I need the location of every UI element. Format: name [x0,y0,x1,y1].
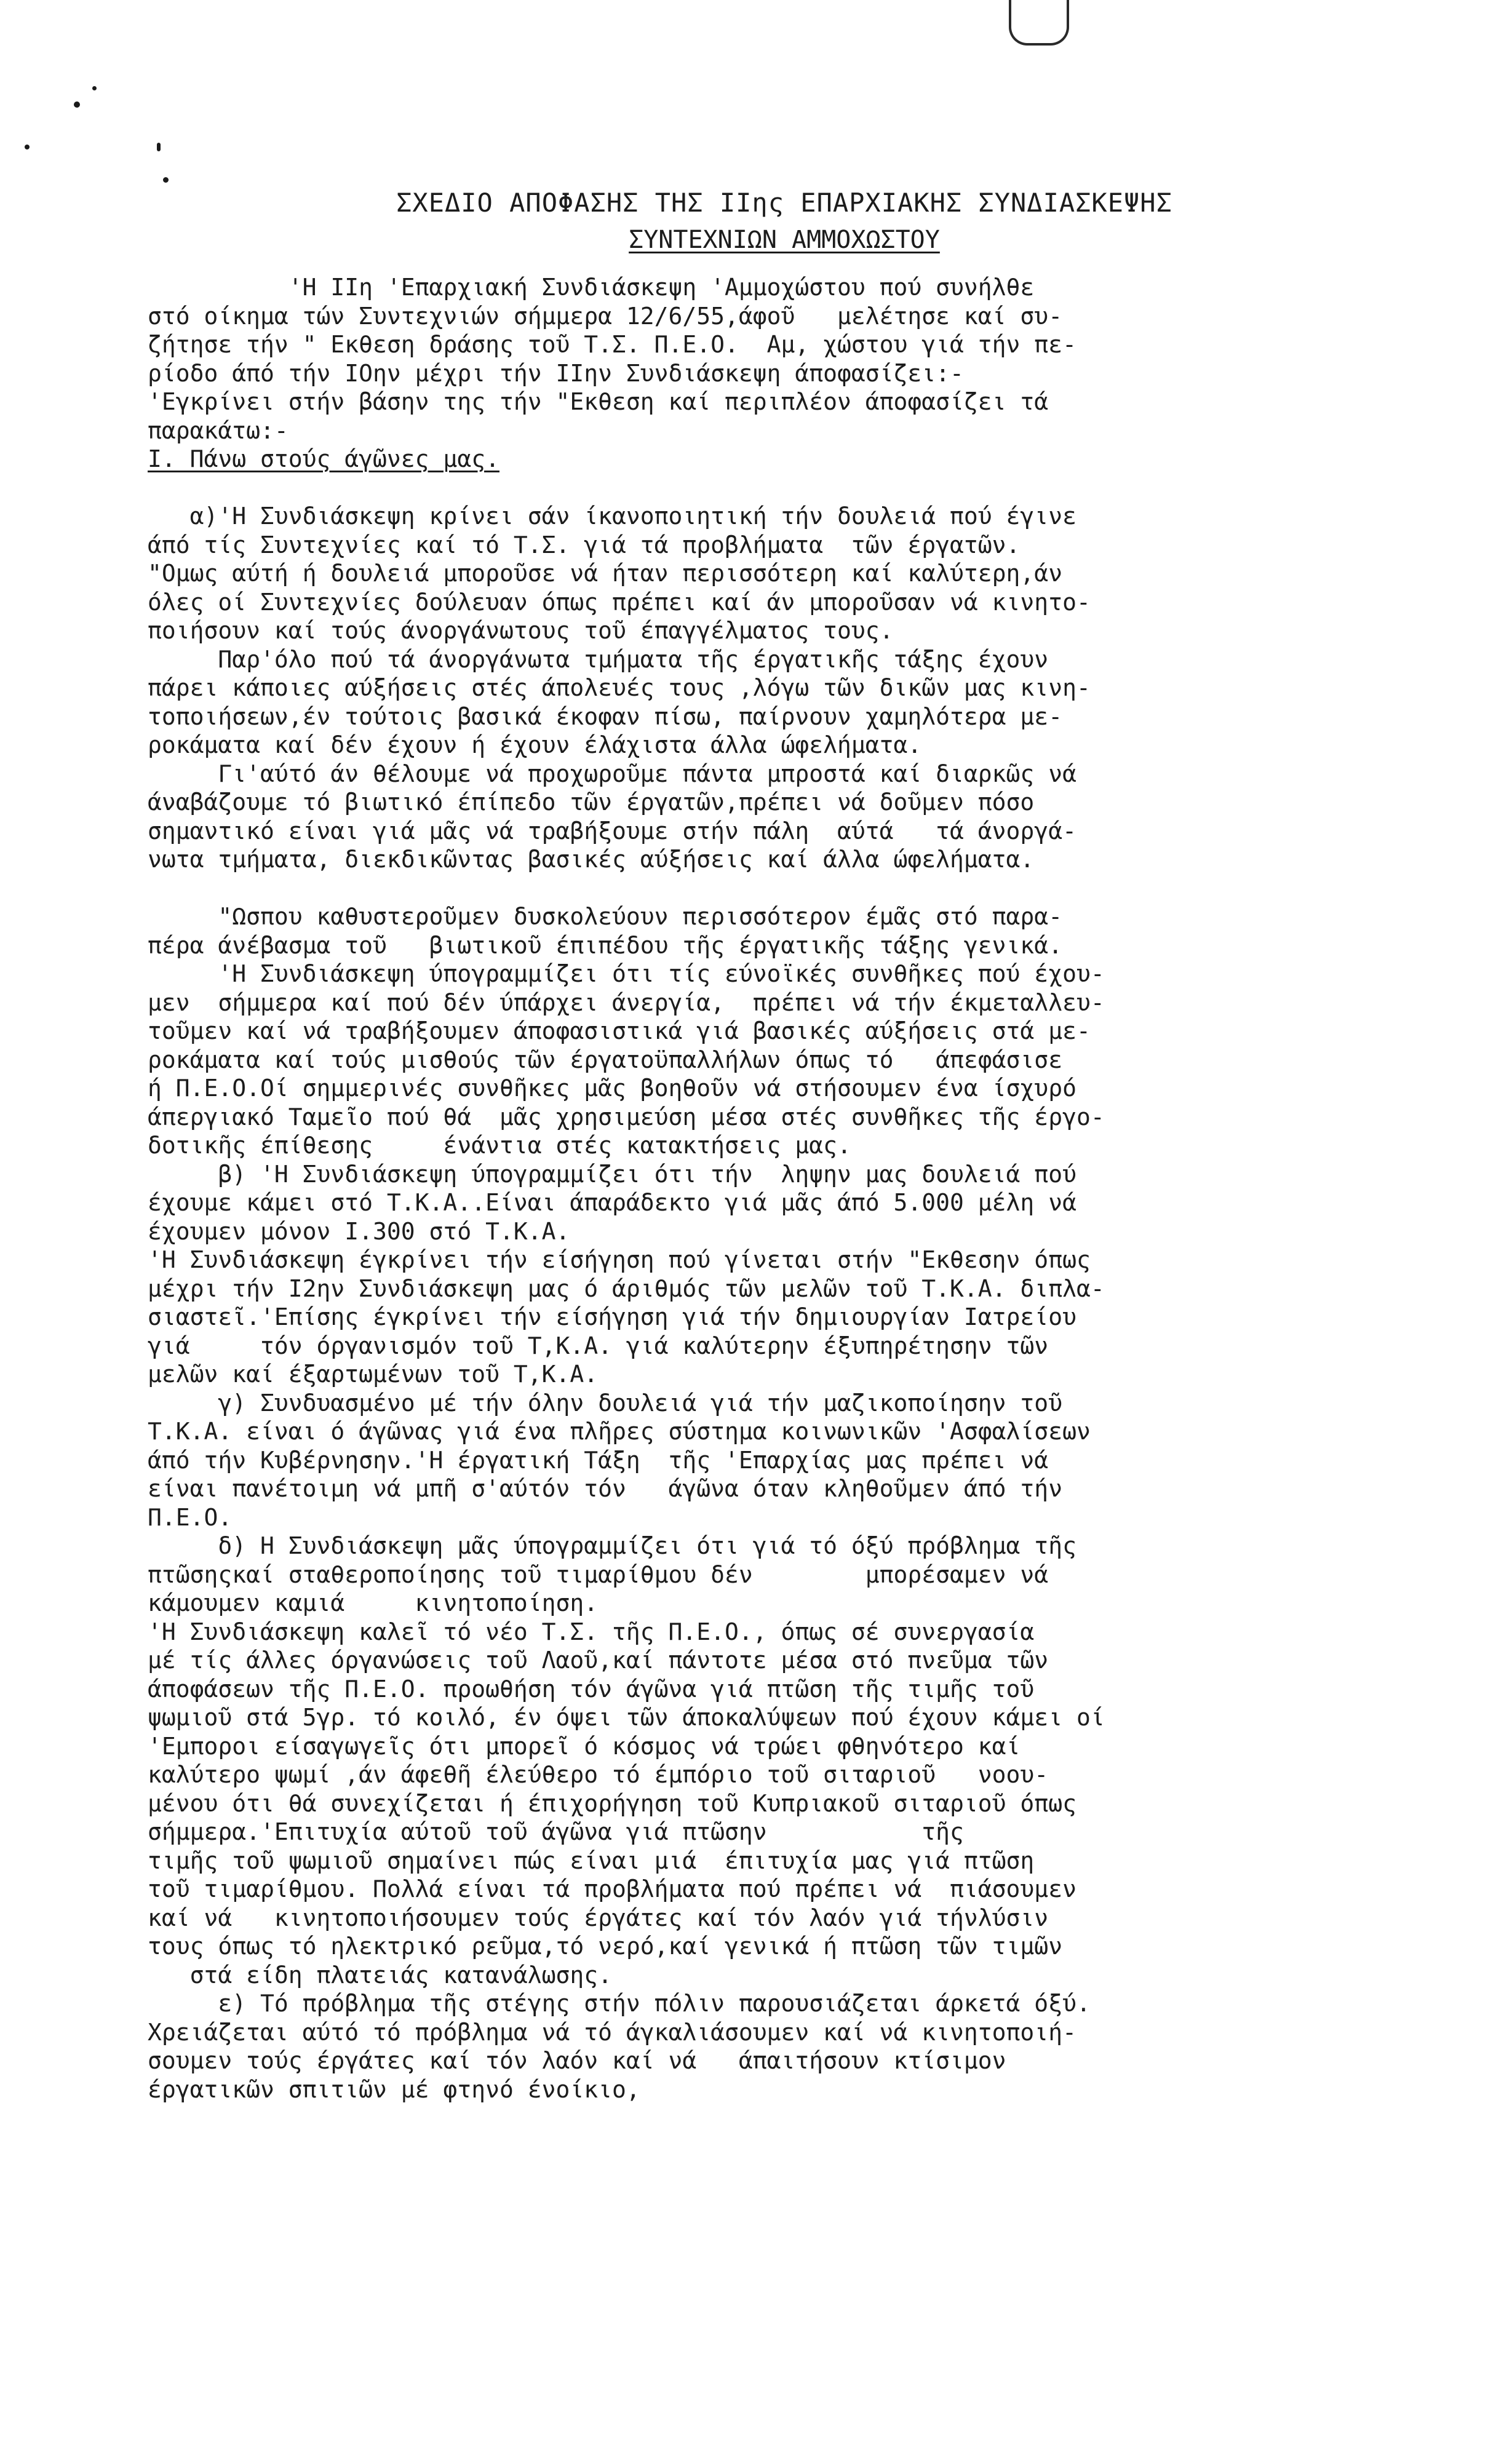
text-line: γ) Συνδυασμένο μέ τήν όλην δουλειά γιά τήν μαζικοποίησην τοῦ [148,1389,1063,1417]
text-line: άναβάζουμε τό βιωτικό έπίπεδο τῶν έργατῶν,πρέπει νά δοῦμεν πόσο [148,789,1035,816]
text-line: α)'Η Συνδιάσκεψη κρίνει σάν ίκανοποιητική τήν δουλειά πού έγινε [148,503,1076,530]
text-line: παρακάτω:- [148,416,288,444]
text-line: άπό τίς Συντεχνίες καί τό Τ.Σ. γιά τά προβλήματα τῶν έργατῶν. [148,531,1021,559]
text-line: πέρα άνέβασμα τοῦ βιωτικοῦ έπιπέδου τῆς έργατικῆς τάξης γενικά. [148,931,1063,959]
text-line: είναι πανέτοιμη νά μπῆ σ'αύτόν τόν άγῶνα όταν κληθοῦμεν άπό τήν [148,1475,1063,1502]
text-line: μεν σήμμερα καί πού δέν ύπάρχει άνεργία, πρέπει νά τήν έκμεταλλευ- [148,988,1105,1016]
text-line: τοῦ τιμαρίθμου. Πολλά είναι τά προβλήματα πού πρέπει νά πιάσουμεν [148,1875,1076,1902]
spacer [148,261,1421,273]
text-line: τους όπως τό ηλεκτρικό ρεῦμα,τό νερό,καί γενικά ή πτῶση τῶν τιμῶν [148,1933,1063,1960]
document-body [148,185,1421,2190]
text-line: "Ομως αύτή ή δουλειά μποροῦσε νά ήταν περισσότερη καί καλύτερη,άν [148,560,1063,587]
text-line [148,2161,1421,2190]
text-line: 'Η Συνδιάσκεψη καλεῖ τό νέο Τ.Σ. τῆς Π.Ε.Ο., όπως σέ συνεργασία [148,1618,1035,1645]
text-line: γιά τόν όργανισμόν τοῦ Τ,Κ.Α. γιά καλύτερην έξυπηρέτησην τῶν [148,1332,1049,1359]
text-line: νωτα τμήματα, διεκδικῶντας βασικές αύξήσεις καί άλλα ώφελήματα. [148,846,1035,873]
text-line: 'Εγκρίνει στήν βάσην της τήν "Εκθεση καί περιπλέον άποφασίζει τά [148,388,1049,415]
text-line: ρίοδο άπό τήν IΟην μέχρι τήν IIην Συνδιάσκεψη άποφασίζει:- [148,359,964,387]
text-line: πάρει κάποιες αύξήσεις στές άπολευές τους ,λόγω τῶν δικῶν μας κινη- [148,674,1091,701]
text-line: τοποιήσεων,έν τούτοις βασικά έκοφαν πίσω, παίρνουν χαμηλότερα με- [148,702,1063,730]
ink-speck [92,86,97,90]
text-line: Γι'αύτό άν θέλουμε νά προχωροῦμε πάντα μπροστά καί διαρκῶς νά [148,760,1076,787]
text-line: άπό τήν Κυβέρνησην.'Η έργατική Τάξη τῆς 'Επαρχίας μας πρέπει νά [148,1446,1049,1474]
text-line: σήμμερα.'Επιτυχία αύτοῦ τοῦ άγῶνα γιά πτῶσην τῆς [148,1818,964,1845]
ink-speck [74,101,80,108]
section-heading-text: Ι. Πάνω στούς άγῶνες μας. [148,445,499,472]
text-line: Τ.Κ.Α. είναι ό άγῶνας γιά ένα πλῆρες σύστημα κοινωνικῶν 'Ασφαλίσεων [148,1418,1091,1445]
ink-speck [163,177,169,183]
text-line: ροκάματα καί τούς μισθούς τῶν έργατοϋπαλλήλων όπως τό άπεφάσισε [148,1046,1063,1073]
text-line [148,2104,1421,2133]
text-line: στό οίκημα τών Συντεχνιών σήμμερα 12/6/55,άφοῦ μελέτησε καί συ- [148,302,1063,330]
text-line: έχουμεν μόνον I.300 στό Τ.Κ.Α. [148,1217,570,1245]
text-line: κάμουμεν καμιά κινητοποίηση. [148,1589,599,1616]
text-line: έργατικῶν σπιτιῶν μέ φτηνό ένοίκιο, [148,2075,640,2103]
document-subtitle [148,221,1421,261]
paper-edge-mark [1009,0,1069,46]
text-line [148,474,1421,503]
text-line: ψωμιοῦ στά 5γρ. τό κοιλό, έν όψει τῶν άποκαλύψεων πού έχουν κάμει οί [148,1704,1105,1731]
text-line: πτῶσηςκαί σταθεροποίησης τοῦ τιμαρίθμου δέν μπορέσαμεν νά [148,1560,1049,1588]
text-line: 'Η Συνδιάσκεψη έγκρίνει τήν είσήγηση πού γίνεται στήν "Εκθεσην όπως [148,1246,1091,1273]
text-line: ή Π.Ε.Ο.Οί σημμερινές συνθῆκες μᾶς βοηθοῦν νά στήσουμεν ένα ίσχυρό [148,1075,1076,1102]
ink-speck [25,145,30,149]
text-line: Χρειάζεται αύτό τό πρόβλημα νά τό άγκαλιάσουμεν καί νά κινητοποιή- [148,2018,1076,2046]
text-line: σουμεν τούς έργάτες καί τόν λαόν καί νά άπαιτήσουν κτίσιμον [148,2047,1006,2074]
text-line [148,874,1421,903]
text-line: 'Η Συνδιάσκεψη ύπογραμμίζει ότι τίς εύνοϊκές συνθῆκες πού έχου- [148,960,1105,987]
text-line: καλύτερο ψωμί ,άν άφεθῆ έλεύθερο τό έμπόριο τοῦ σιταριοῦ νοου- [148,1761,1049,1788]
text-line: μελῶν καί έξαρτωμένων τοῦ Τ,Κ.Α. [148,1361,599,1388]
text-line: 'Η IIη 'Επαρχιακή Συνδιάσκεψη 'Αμμοχώστου πού συνήλθε [148,274,1035,301]
text-line: καί νά κινητοποιήσουμεν τούς έργάτες καί τόν λαόν γιά τήνλύσιν [148,1904,1049,1931]
text-line: μέ τίς άλλες όργανώσεις τοῦ Λαοῦ,καί πάντοτε μέσα στό πνεῦμα τῶν [148,1647,1049,1674]
text-line: μέχρι τήν I2ην Συνδιάσκεψη μας ό άριθμός τῶν μελῶν τοῦ Τ.Κ.Α. διπλα- [148,1274,1105,1302]
text-line: σημαντικό είναι γιά μᾶς νά τραβήξουμε στήν πάλη αύτά τά άνοργά- [148,817,1076,845]
text-line: 'Εμποροι είσαγωγεῖς ότι μπορεῖ ό κόσμος νά τρώει φθηνότερο καί [148,1732,1021,1760]
text-line: δοτικῆς έπίθεσης ένάντια στές κατακτήσεις μας. [148,1132,851,1159]
document-subtitle-text: ΣΥΝΤΕΧΝΙΩΝ ΑΜΜΟΧΩΣΤΟΥ [629,226,940,254]
document-title: ΣΧΕΔΙΟ ΑΠΟΦΑΣΗΣ ΤΗΣ IIης ΕΠΑΡΧΙΑΚΗΣ ΣΥΝΔΙΑΣΚΕΨΗΣ [396,188,1172,218]
text-line: ροκάματα καί δέν έχουν ή έχουν έλάχιστα άλλα ώφελήματα. [148,731,922,758]
text-line: τοῦμεν καί νά τραβήξουμεν άποφασιστικά γιά βασικές αύξήσεις στά με- [148,1017,1091,1044]
section-heading [148,445,1421,474]
text-line: ε) Τό πρόβλημα τῆς στέγης στήν πόλιν παρουσιάζεται άρκετά όξύ. [148,1990,1091,2017]
text-line: στά είδη πλατειάς κατανάλωσης. [148,1961,612,1989]
text-line: Παρ'όλο πού τά άνοργάνωτα τμήματα τῆς έργατικῆς τάξης έχουν [148,645,1049,673]
text-line: ποιήσουν καί τούς άνοργάνωτους τοῦ έπαγγέλματος τους. [148,617,894,644]
text-line: άπεργιακό Ταμεῖο πού θά μᾶς χρησιμεύση μέσα στές συνθῆκες τῆς έργο- [148,1103,1105,1131]
text-line: σιαστεῖ.'Επίσης έγκρίνει τήν είσήγηση γιά τήν δημιουργίαν Ιατρείου [148,1303,1076,1330]
text-line: όλες οί Συντεχνίες δούλευαν όπως πρέπει καί άν μποροῦσαν νά κινητο- [148,588,1091,616]
text-line: έχουμε κάμει στό Τ.Κ.Α..Είναι άπαράδεκτο γιά μᾶς άπό 5.000 μέλη νά [148,1189,1076,1216]
text-line: Π.Ε.Ο. [148,1503,233,1531]
text-line: "Ωσπου καθυστεροῦμεν δυσκολεύουν περισσότερον έμᾶς στό παρα- [148,903,1063,930]
text-line: τιμῆς τοῦ ψωμιοῦ σημαίνει πώς είναι μιά έπιτυχία μας γιά πτῶση [148,1847,1035,1874]
text-line: β) 'Η Συνδιάσκεψη ύπογραμμίζει ότι τήν ληψην μας δουλειά πού [148,1160,1076,1188]
text-line: άποφάσεων τῆς Π.Ε.Ο. προωθήση τόν άγῶνα γιά πτῶση τῆς τιμῆς τοῦ [148,1675,1035,1703]
text-line [148,2133,1421,2161]
text-line: δ) Η Συνδιάσκεψη μᾶς ύπογραμμίζει ότι γιά τό όξύ πρόβλημα τῆς [148,1532,1076,1559]
text-line: μένου ότι θά συνεχίζεται ή έπιχορήγηση τοῦ Κυπριακοῦ σιταριοῦ όπως [148,1789,1076,1817]
ink-speck [157,143,161,151]
text-line: ζήτησε τήν " Εκθεση δράσης τοῦ Τ.Σ. Π.Ε.Ο. Αμ, χώστου γιά τήν πε- [148,331,1076,358]
